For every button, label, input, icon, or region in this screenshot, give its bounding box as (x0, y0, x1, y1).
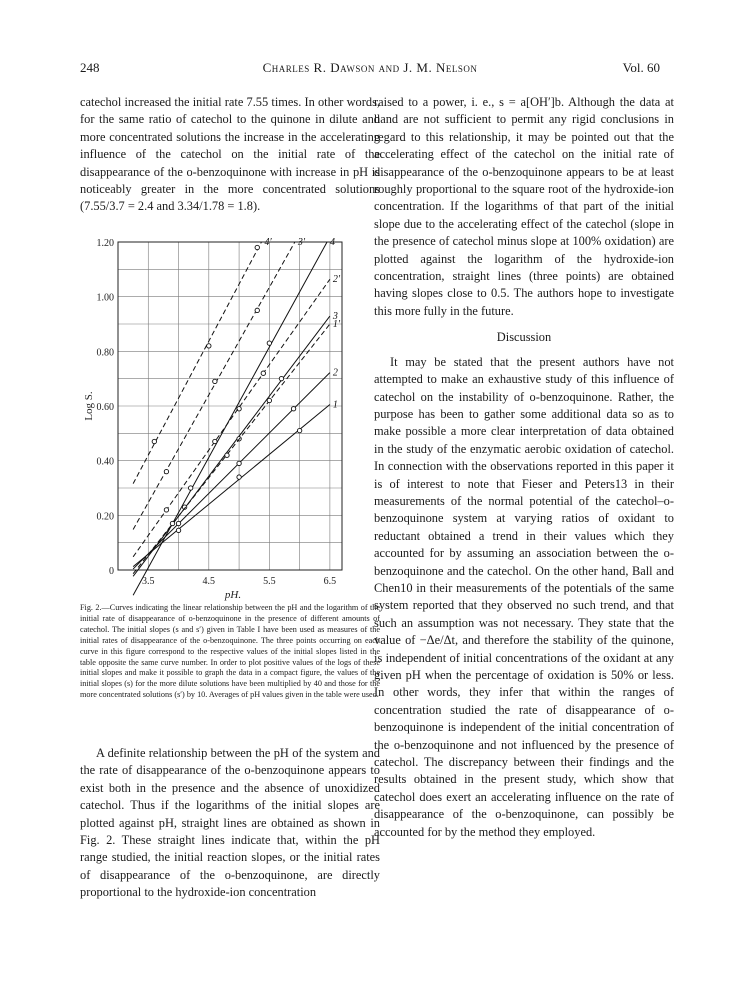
paragraph: raised to a power, i. e., s = a[OH′]b. Although the data at hand are not sufficient to permit any rigid conclusions in regard to this relationship, it may be pointed out that the accelerating effect of the catechol on the initial rate of disappearance of the o-benzoquinone appears to be at least roughly proportional to the square root of the hydroxide-ion concentration. If the logarithms of that part of the initial slope due to the accelerating effect of the catechol (slope in the presence of catechol minus slope at 100% oxidation) are plotted against the logarithm of the hydroxide-ion concentration, straight lines (three points) are obtained having slopes close to 0.5. The authors hope to investigate this more fully in the future. (374, 95, 674, 318)
section-heading-discussion: Discussion (496, 330, 552, 345)
data-point-3′ (255, 308, 259, 312)
curve-label: 1 (332, 399, 338, 411)
data-point-1′ (267, 398, 271, 402)
data-point-1 (176, 528, 180, 532)
y-tick-label: 0.20 (96, 511, 114, 523)
left-column-bottom (80, 745, 380, 902)
y-tick-label: 1.00 (96, 292, 114, 304)
data-point-1′ (170, 521, 174, 525)
y-tick-label: 1.20 (96, 238, 114, 249)
data-point-4 (188, 486, 192, 490)
data-point-4′ (207, 344, 211, 348)
data-point-3′ (213, 379, 217, 383)
data-point-2′ (213, 439, 217, 443)
data-point-3 (279, 376, 283, 380)
data-point-3′ (164, 469, 168, 473)
curve-label: 2′ (332, 274, 341, 286)
x-tick-label: 3.5 (142, 576, 155, 587)
curve-label: 4 (330, 237, 336, 248)
paragraph: catechol increased the initial rate 7.55 times. In other words, for the same ratio of catechol to the quinone in dilute and more concentrated solutions the increase in the accelerating influence of the catechol on the initial rate of the disappearance of the o-benzoquinone with increase in pH is noticeably greater in the more concentrated solutions (7.55/3.7 = 2.4 and 3.34/1.78 = 1.8). (80, 95, 380, 214)
x-axis-label: pH. (224, 589, 242, 601)
data-point-2 (237, 461, 241, 465)
series-line-3′ (133, 242, 295, 529)
data-point-1 (297, 428, 301, 432)
running-title: Charles R. Dawson and J. M. Nelson (262, 60, 478, 75)
y-tick-label: 0.40 (96, 456, 114, 468)
series-line-4 (133, 242, 327, 595)
data-point-4′ (152, 439, 156, 443)
x-tick-label: 4.5 (202, 576, 216, 587)
paragraph: It may be stated that the present authors have not attempted to make an exhaustive study of this influence of catechol on the instability of o-benzoquinone. Rather, the purpose has been to gather some additional data so as to make possible a more clear interpretation of data obtained in the study of the enzymatic aerobic oxidation of catechol. In connection with the observations reported in this paper it is of interest to note that Fieser and Peters13 in their measurements of the normal potential of the catechol–o-benzoquinone system at varying ratios of oxidant to reductant obtained a trend in their values which they accounted for by assuming an association between the o-benzoquinone and the catechol. On the other hand, Ball and Chen10 in their measurements of the potentials of the same system reported that they observed no such trend, and that such an assumption was not necessary. They state that the value of −Δe/Δt, and therefore the stability of the quinone, is independent of initial concentrations of the oxidant at any given pH when the percentage of oxidation is 50% or less. In other words, they infer that within the ranges of concentration studied the rate of disappearance of o-benzoquinone is independent of the initial concentration of the o-benzoquinone and not influenced by the presence of catechol. The discrepancy between their findings and the results obtained in the present study, which show that catechol does exert an accelerating influence on the rate of disappearance of the o-benzoquinone, can possibly be accounted for by the method they employed. (374, 354, 674, 839)
data-point-4′ (255, 245, 259, 249)
volume-label: Vol. 60 (622, 60, 660, 75)
y-axis-label: Log S. (83, 391, 95, 421)
y-tick-label: 0 (109, 566, 114, 577)
data-point-2 (176, 521, 180, 525)
curve-label: 3 (332, 311, 338, 323)
figure-2 (80, 232, 380, 612)
data-point-2′ (164, 508, 168, 512)
curve-label: 4′ (264, 237, 272, 248)
series-line-4′ (133, 242, 261, 484)
page-number: 248 (80, 60, 100, 75)
figure-caption: Fig. 2.—Curves indicating the linear relationship between the pH and the logarithm of the initial rate of disappearance of o-benzoquinone in the presence of different amounts of catechol. The initial slopes (s and s′) given in Table I have been used as measures of the initial rates of disappearance of the o-benzoquinone. The three points occurring on each curve in this figure correspond to the respective values of the initial slopes listed in the table opposite the same curve number. In order to plot positive values of the logs of these initial slopes and make it possible to graph the data in a compact figure, the values of the initial slopes (s) for the more dilute solutions have been multiplied by 40 and those for the more concentrated solutions (s′) by 10. Averages of pH values given in the table were used. (80, 603, 380, 700)
paragraph: A definite relationship between the pH of the system and the rate of disappearance of the o-benzoquinone appears to exist both in the presence and the absence of unoxidized catechol. Thus if the logarithms of the initial slopes are plotted against pH, straight lines are obtained as shown in Fig. 2. These straight lines indicate that, within the pH range studied, the initial reaction slopes, or the initial rates of disappearance of the o-benzoquinone, are directly proportional to the hydroxide-ion concentration (80, 746, 380, 900)
y-tick-label: 0.60 (96, 402, 114, 413)
curve-label: 1′ (332, 319, 341, 331)
y-tick-label: 0.80 (96, 347, 114, 359)
left-column-top (80, 94, 380, 216)
data-point-2′ (261, 371, 265, 375)
chart (80, 232, 380, 602)
data-point-2 (291, 407, 295, 411)
x-tick-label: 6.5 (323, 576, 337, 587)
x-tick-label: 5.5 (263, 576, 276, 587)
data-point-1 (237, 475, 241, 479)
curve-label: 3′ (297, 237, 306, 248)
data-point-4 (267, 341, 271, 345)
right-column (374, 94, 674, 841)
curve-label: 2 (332, 367, 338, 379)
series-line-2 (133, 373, 330, 569)
data-point-1′ (225, 453, 229, 457)
series-line-1′ (133, 324, 330, 574)
